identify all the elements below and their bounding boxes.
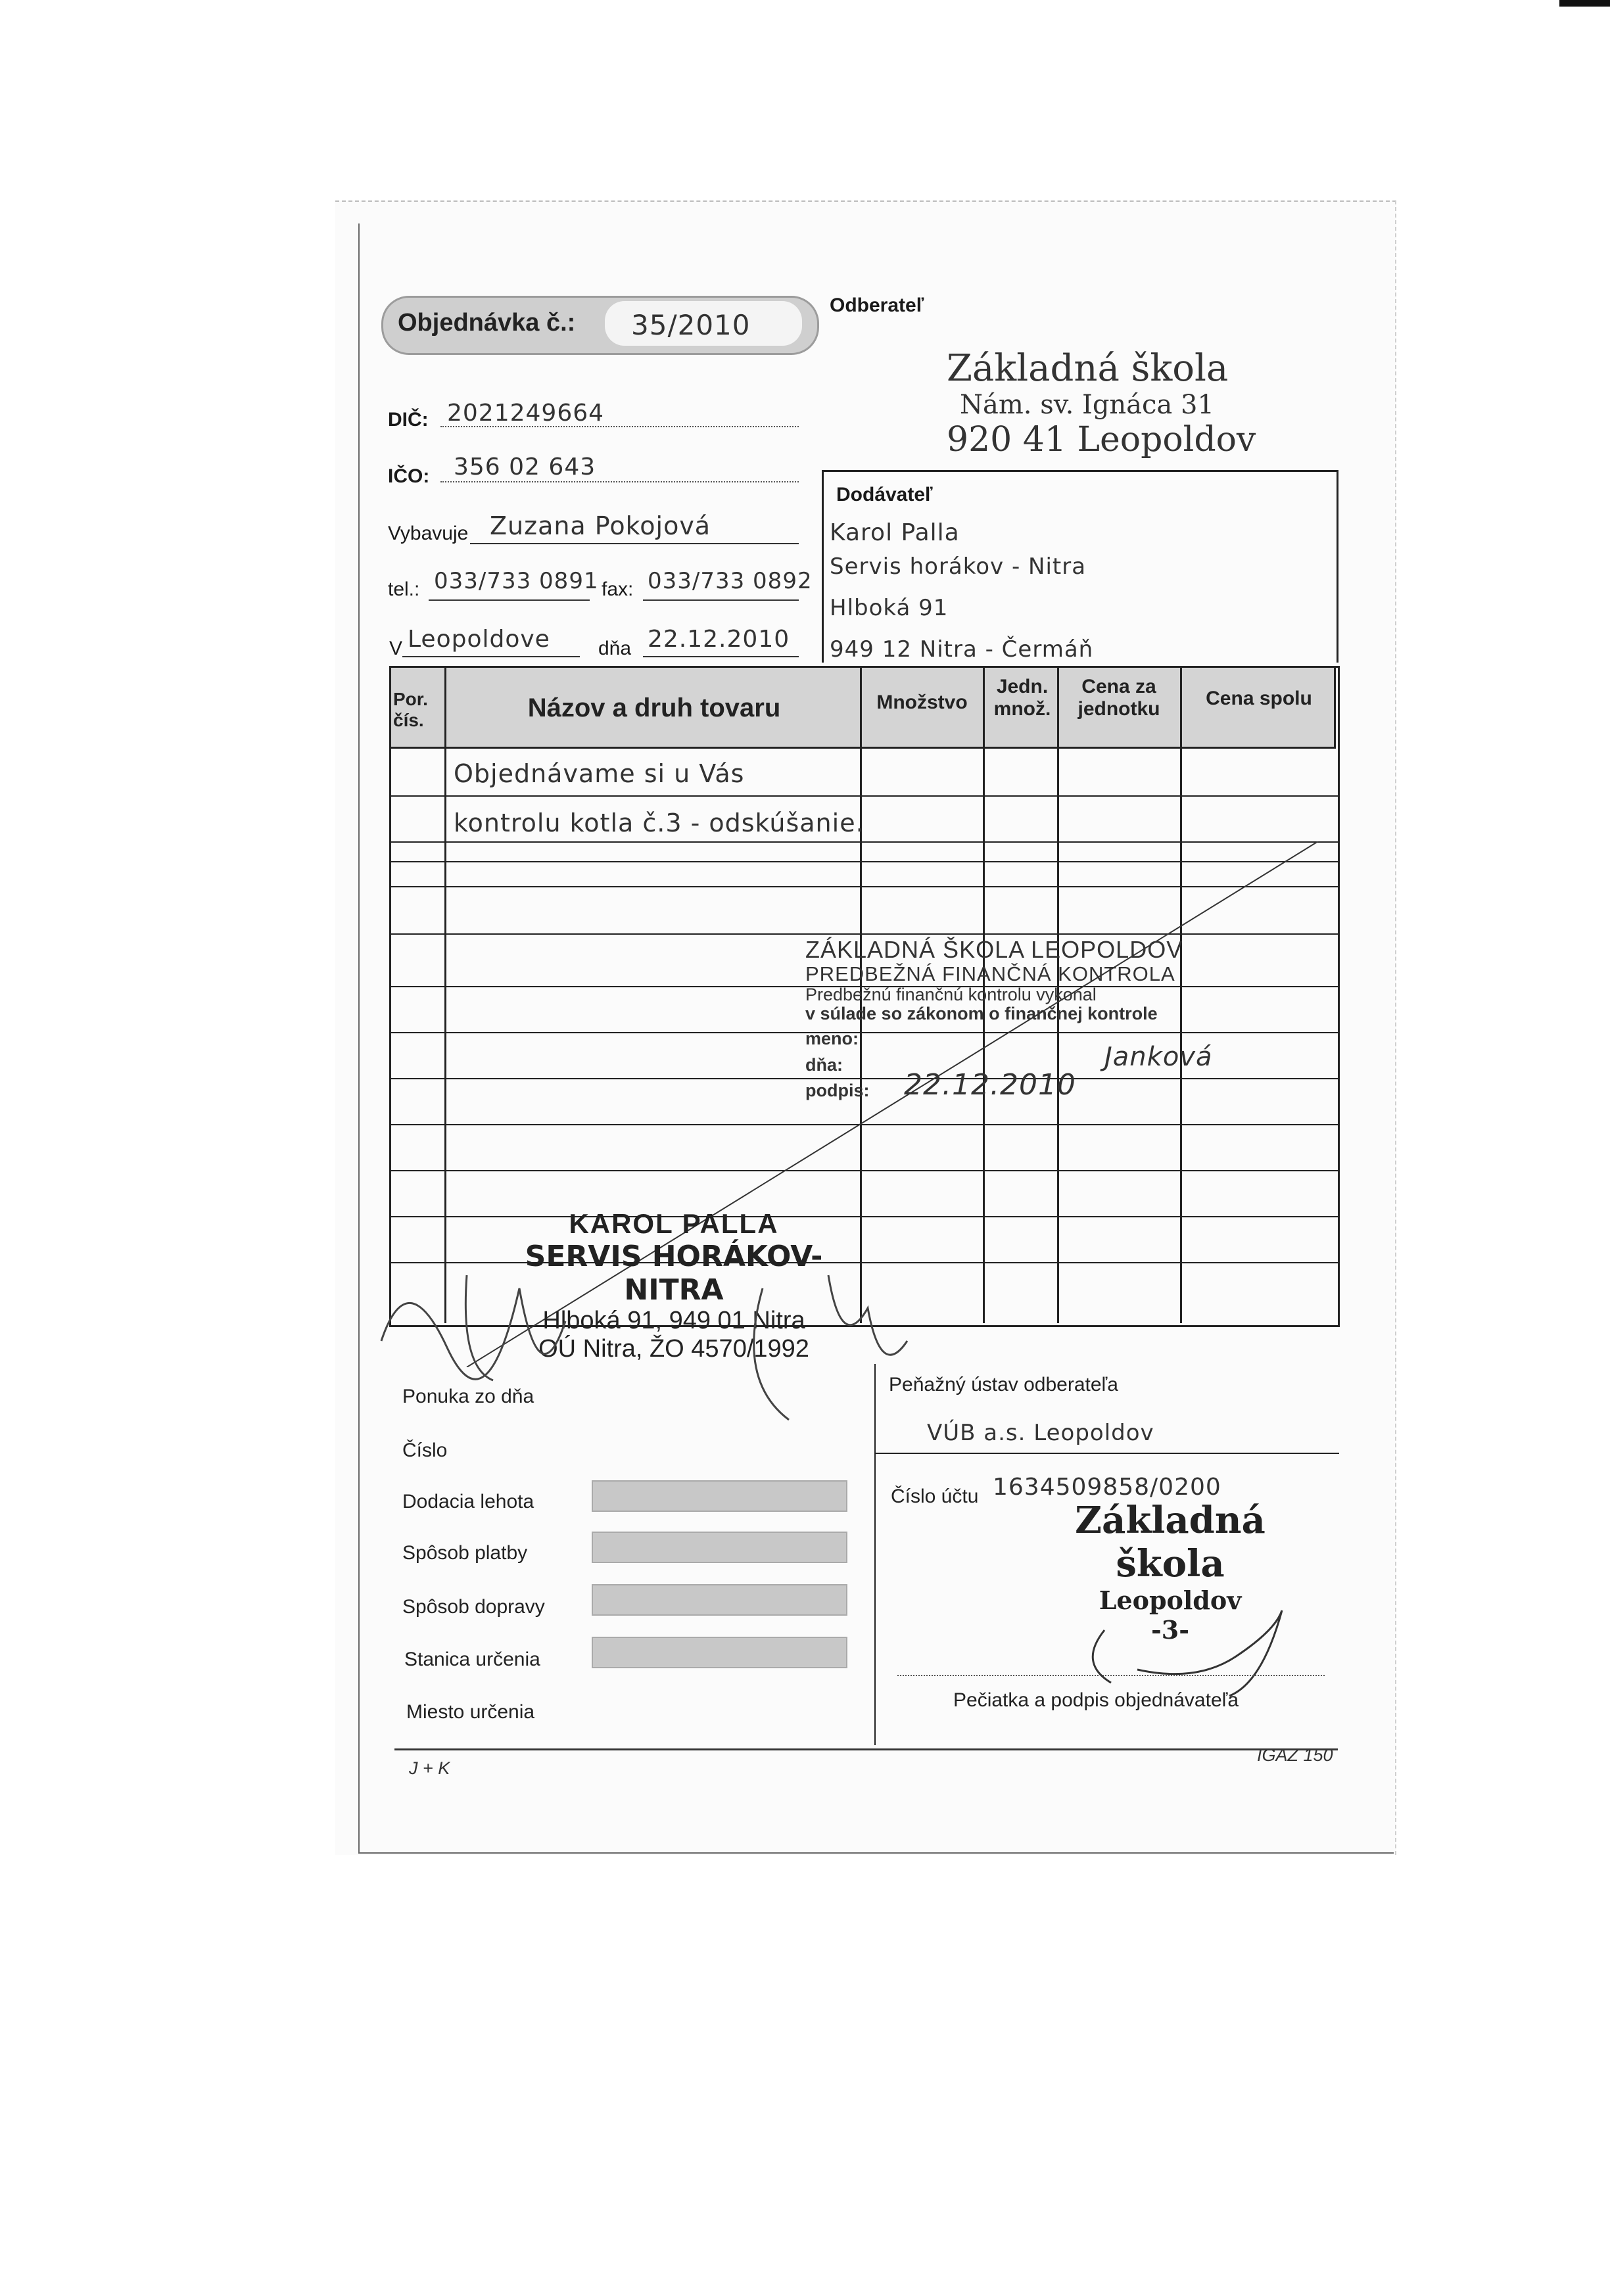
supplier-stamp-company: SERVIS HORÁKOV-NITRA: [525, 1240, 823, 1307]
supplier-line-3: Hlboká 91: [830, 595, 949, 621]
cislo-label: Číslo: [402, 1440, 448, 1461]
place-line: [402, 656, 580, 657]
control-stamp-dna-label: dňa:: [805, 1054, 843, 1075]
supplier-label: Dodávateľ: [836, 484, 933, 505]
bank-value: VÚB a.s. Leopoldov: [927, 1420, 1154, 1446]
supplier-stamp-name: KAROL PALLA: [569, 1208, 779, 1239]
doprava-bar: [592, 1584, 847, 1616]
dic-label: DIČ:: [388, 409, 429, 431]
control-stamp-meno-label: meno:: [805, 1029, 859, 1049]
director-signature: [1065, 1604, 1328, 1702]
stanica-bar: [592, 1637, 847, 1668]
control-stamp-subtitle: PREDBEŽNÁ FINANČNÁ KONTROLA: [805, 962, 1175, 985]
tel-label: tel.:: [388, 578, 420, 600]
form-bottom-edge: [358, 1852, 1394, 1854]
control-stamp-line1: Predbežnú finančnú kontrolu vykonal: [805, 984, 1097, 1004]
th-por: Por. čís.: [393, 689, 428, 730]
dic-dots: [440, 426, 799, 427]
buyer-stamp-street: Nám. sv. Ignáca 31: [960, 390, 1214, 420]
control-stamp-line2: v súlade so zákonom o finančnej kontrole: [805, 1004, 1158, 1024]
control-meno-value: Janková: [1104, 1042, 1213, 1072]
fax-label: fax:: [602, 578, 634, 600]
control-dna-value: 22.12.2010: [904, 1068, 1076, 1102]
signature-dots: [897, 1675, 1325, 1676]
platba-label: Spôsob platby: [402, 1542, 528, 1564]
th-jedn: Jedn. množ.: [993, 676, 1051, 720]
date-line: [643, 656, 799, 657]
buyer-label: Odberateľ: [830, 294, 924, 316]
buyer-stamp: [947, 347, 1256, 459]
ico-dots: [440, 481, 799, 482]
tel-value: 033/733 0891: [434, 568, 599, 594]
row-line: [389, 795, 1338, 797]
ponuka-label: Ponuka zo dňa: [402, 1386, 534, 1407]
th-cena-za: Cena za jednotku: [1077, 676, 1160, 720]
school-stamp-number: -3-: [1151, 1615, 1189, 1645]
stanica-label: Stanica určenia: [404, 1649, 540, 1670]
vybavuje-value: Zuzana Pokojová: [490, 511, 711, 540]
order-label: Objednávka č.:: [398, 309, 576, 337]
col-line-1: [444, 666, 446, 1323]
lehota-label: Dodacia lehota: [402, 1491, 534, 1512]
footer-line: [394, 1748, 1338, 1750]
supplier-line-1: Karol Palla: [830, 519, 960, 546]
dic-value: 2021249664: [447, 400, 605, 427]
th-cena-spolu: Cena spolu: [1206, 688, 1312, 709]
account-value: 1634509858/0200: [993, 1474, 1221, 1501]
supplier-stamp-registration: OÚ Nitra, ŽO 4570/1992: [538, 1335, 809, 1363]
fax-value: 033/733 0892: [648, 568, 813, 594]
school-stamp-city: Leopoldov: [1099, 1585, 1242, 1615]
fax-line: [643, 599, 799, 601]
lehota-bar: [592, 1480, 847, 1512]
bank-row-line: [876, 1453, 1339, 1454]
supplier-line-4: 949 12 Nitra - Čermáň: [830, 636, 1094, 663]
vybavuje-line: [470, 543, 799, 544]
th-mnozstvo: Množstvo: [876, 691, 968, 713]
doprava-label: Spôsob dopravy: [402, 1596, 545, 1618]
th-nazov: Názov a druh tovaru: [527, 693, 781, 722]
bank-label: Peňažný ústav odberateľa: [889, 1374, 1118, 1395]
date-label: dňa: [598, 638, 632, 659]
scribble-signature: [368, 1249, 960, 1459]
school-stamp-name: Základná škola: [1075, 1499, 1266, 1585]
form-left-edge: [358, 223, 360, 1854]
footer-left: J + K: [409, 1758, 450, 1778]
vybavuje-label: Vybavuje: [388, 523, 469, 544]
account-label: Číslo účtu: [891, 1486, 979, 1507]
scan-corner-mark: [1559, 0, 1610, 7]
supplier-line-2: Servis horákov - Nitra: [830, 553, 1087, 580]
ico-label: IČO:: [388, 465, 430, 487]
tel-line: [429, 599, 590, 601]
order-number: 35/2010: [631, 309, 751, 341]
signature-label: Pečiatka a podpis objednávateľa: [953, 1689, 1239, 1711]
date-value: 22.12.2010: [648, 626, 790, 653]
item-line-2: kontrolu kotla č.3 - odskúšanie.: [454, 808, 864, 837]
ico-value: 356 02 643: [454, 454, 596, 480]
place-value: Leopoldove: [408, 626, 550, 653]
control-stamp-podpis-label: podpis:: [805, 1081, 870, 1101]
miesto-label: Miesto určenia: [406, 1701, 535, 1723]
buyer-stamp-city: 920 41 Leopoldov: [947, 420, 1256, 459]
item-line-1: Objednávame si u Vás: [454, 759, 745, 788]
footer-right: IGAZ 150: [1257, 1745, 1333, 1765]
buyer-stamp-name: Základná škola: [947, 347, 1229, 390]
platba-bar: [592, 1532, 847, 1563]
place-prefix: V: [389, 638, 403, 659]
control-stamp-title: ZÁKLADNÁ ŠKOLA LEOPOLDOV: [805, 936, 1183, 963]
supplier-stamp-address: Hlboká 91, 949 01 Nitra: [542, 1307, 805, 1334]
bank-divider: [874, 1364, 876, 1745]
